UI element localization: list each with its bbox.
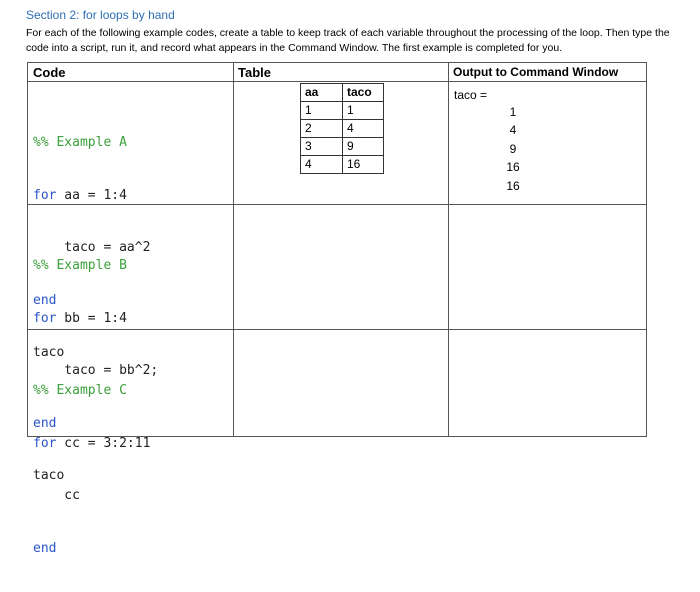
output-label: taco = xyxy=(454,88,488,102)
keyword-for: for xyxy=(33,187,57,203)
code-after: taco xyxy=(33,345,65,360)
code-comment: %% Example B xyxy=(33,258,127,273)
code-body: taco = bb^2; xyxy=(33,363,159,378)
code-for-line xyxy=(33,310,158,328)
table-cell: 1 xyxy=(301,102,343,120)
header-divider xyxy=(28,81,646,82)
code-for-line xyxy=(33,435,150,453)
table-cell: 9 xyxy=(343,138,384,156)
output-value: 1 xyxy=(509,105,517,119)
header-table: Table xyxy=(238,65,271,80)
for-expression: aa = 1:4 xyxy=(56,187,127,203)
table-row xyxy=(301,138,384,156)
table-cell: 1 xyxy=(343,102,384,120)
code-for-line xyxy=(33,187,150,205)
output-value: 16 xyxy=(506,160,520,174)
keyword-for: for xyxy=(33,310,57,326)
keyword-end: end xyxy=(33,540,57,556)
for-expression: cc = 3:2:11 xyxy=(56,435,151,451)
table-cell: 4 xyxy=(301,156,343,174)
keyword-end: end xyxy=(33,415,57,431)
table-header-row xyxy=(301,84,384,102)
code-after: taco xyxy=(33,468,65,483)
header-code: Code xyxy=(33,65,66,80)
code-example-c xyxy=(33,347,150,592)
column-divider xyxy=(233,63,234,436)
code-body: taco = aa^2 xyxy=(33,240,151,255)
trace-table-a xyxy=(300,83,384,174)
column-divider xyxy=(448,63,449,436)
table-cell: 16 xyxy=(343,156,384,174)
keyword-for: for xyxy=(33,435,57,451)
table-row xyxy=(301,102,384,120)
worksheet-table xyxy=(27,62,647,556)
table-row xyxy=(301,156,384,174)
table-row xyxy=(301,120,384,138)
for-expression: bb = 1:4 xyxy=(56,310,127,326)
output-value: 9 xyxy=(509,142,517,156)
col-header-taco: taco xyxy=(343,84,384,102)
table-cell: 3 xyxy=(301,138,343,156)
code-comment: %% Example A xyxy=(33,135,127,150)
col-header-aa: aa xyxy=(301,84,343,102)
section-title: Section 2: for loops by hand xyxy=(26,8,175,22)
instructions: For each of the following example codes, create a table to keep track of each variable throughout the processing of the loop. Then type the code into a script, run it, and record what appears in the Command Window. The first example is completed for you. xyxy=(26,27,670,54)
output-value: 16 xyxy=(506,179,520,193)
header-output: Output to Command Window xyxy=(453,65,619,79)
table-cell: 2 xyxy=(301,120,343,138)
output-value: 4 xyxy=(509,123,517,137)
table-cell: 4 xyxy=(343,120,384,138)
code-body: cc xyxy=(33,488,80,503)
keyword-end: end xyxy=(33,292,57,308)
code-comment: %% Example C xyxy=(33,383,127,398)
